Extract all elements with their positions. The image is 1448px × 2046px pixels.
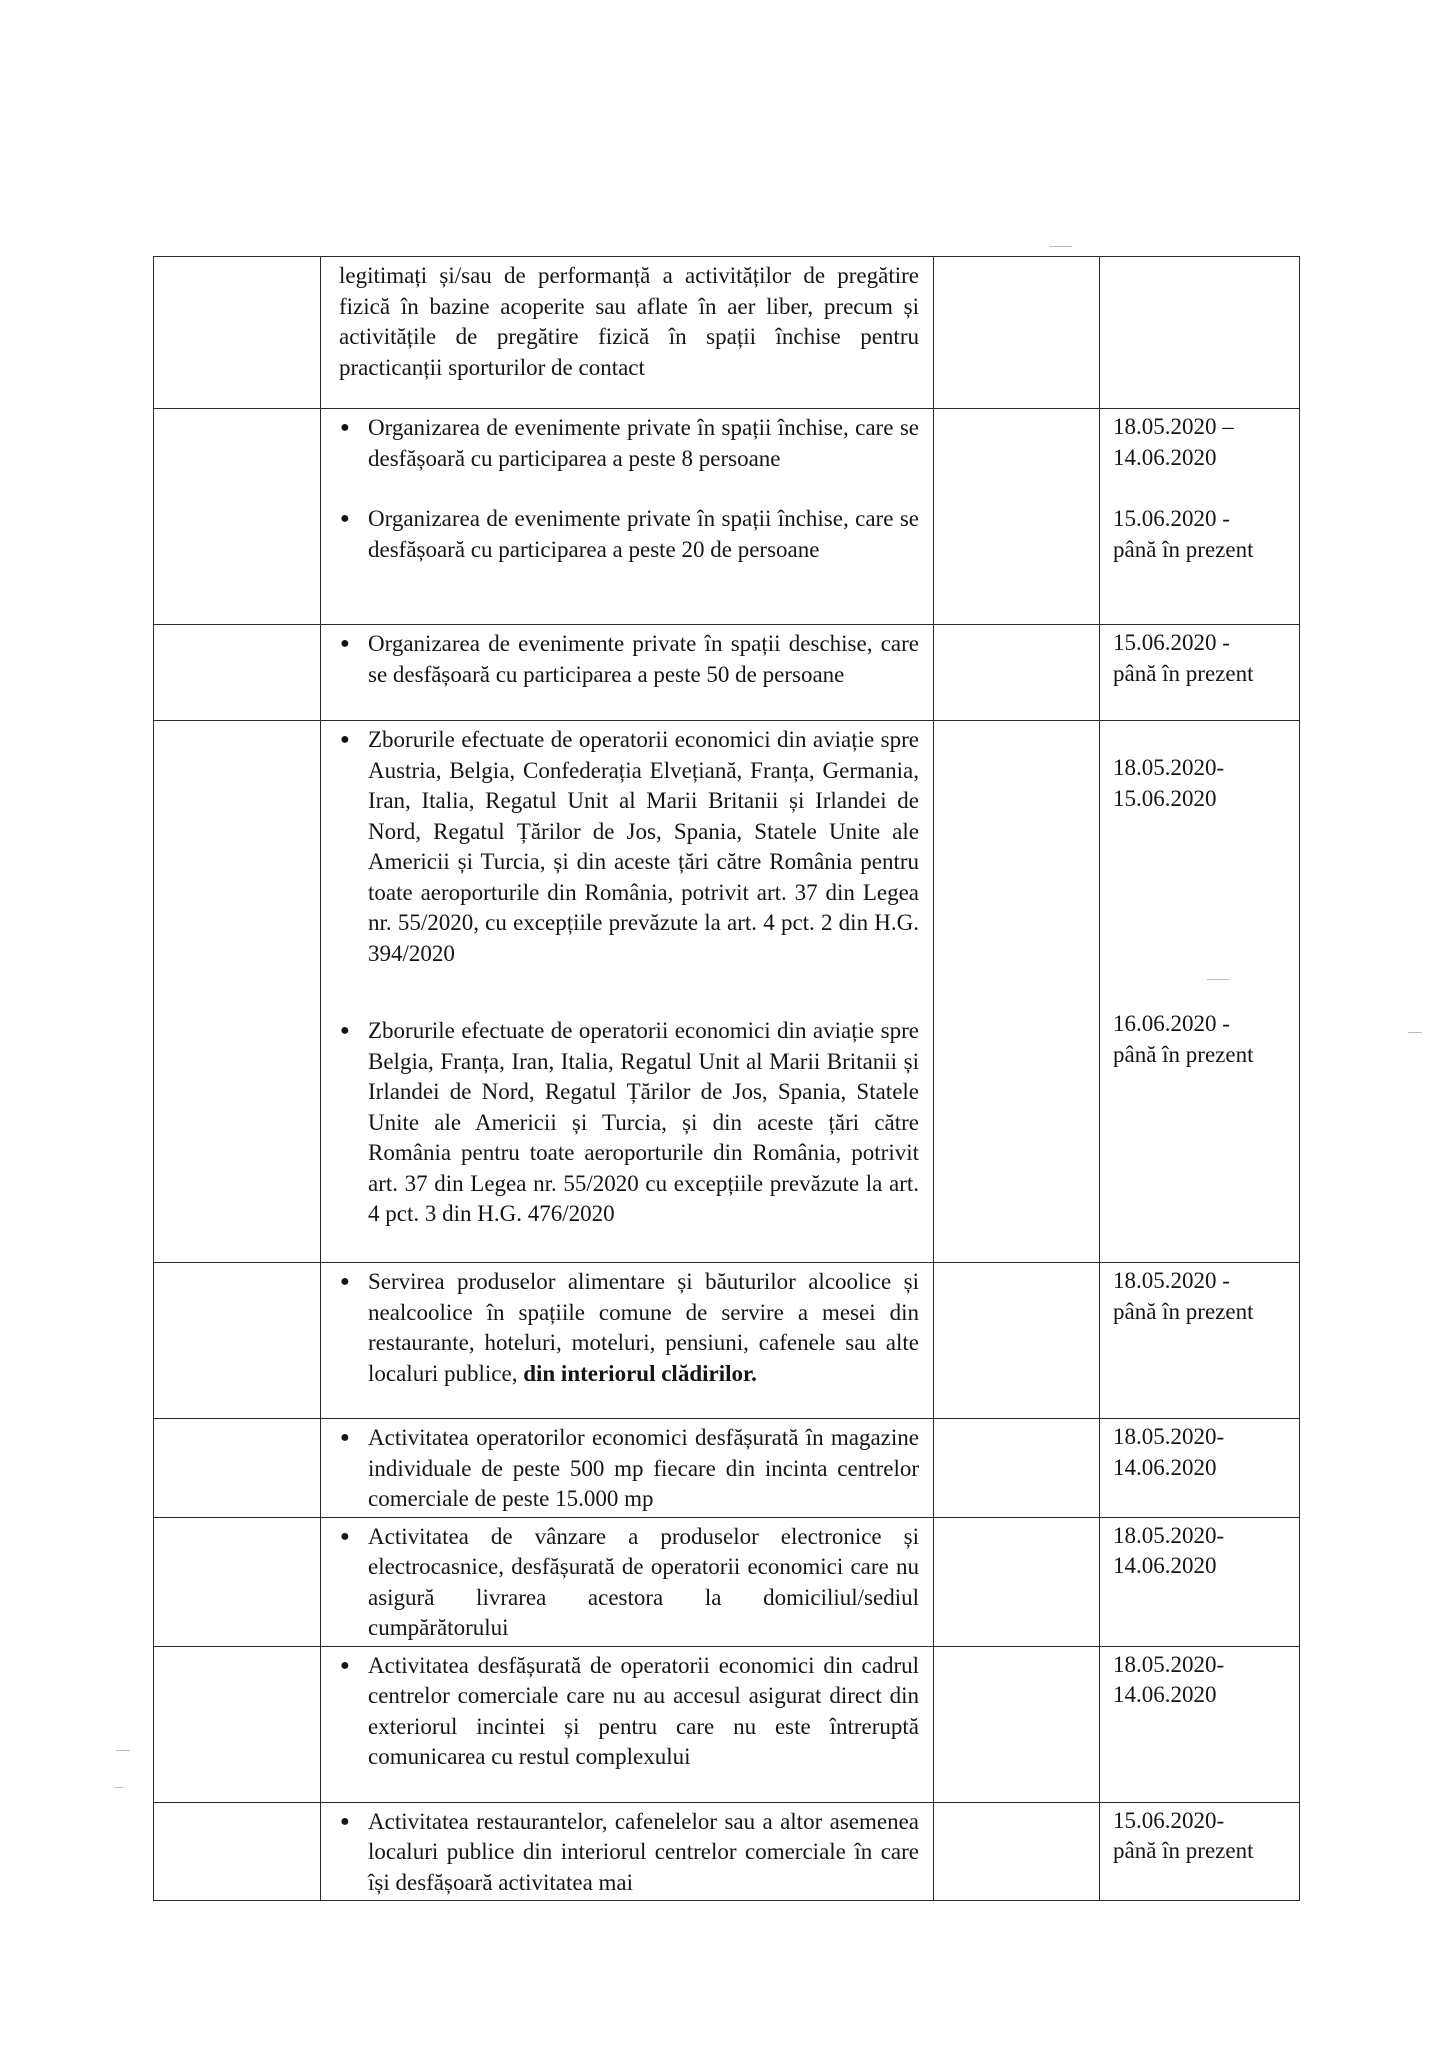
- bullet-icon: ●: [340, 1656, 350, 1674]
- scan-speck: [115, 1787, 123, 1788]
- period-end: până în prezent: [1113, 536, 1254, 562]
- row-number-cell: [154, 1419, 321, 1518]
- period-start: 18.05.2020-: [1113, 1424, 1225, 1449]
- bullet-icon: ●: [340, 1429, 350, 1446]
- list-item: ● Activitatea restaurantelor, cafenelelor sau a altor asemenea localuri publice din interiorul centrelor comerciale în care își desfășoară activitatea mai: [340, 1808, 919, 1895]
- period-end: 14.06.2020: [1113, 1682, 1217, 1707]
- measure-cell: [321, 1646, 934, 1802]
- empty-cell: [934, 1263, 1100, 1419]
- period-end: până în prezent: [1113, 1041, 1254, 1067]
- empty-cell: [934, 1419, 1100, 1518]
- bullet-icon: ●: [340, 1273, 350, 1290]
- period-cell: [1100, 257, 1300, 409]
- row-number-cell: [154, 1263, 321, 1419]
- scan-speck: [1050, 246, 1072, 247]
- measure-cell: [321, 1419, 934, 1518]
- bullet-icon: ●: [340, 510, 350, 527]
- measure-cell: [321, 409, 934, 625]
- period-cell: [1100, 1419, 1300, 1518]
- scan-speck: [1207, 979, 1229, 980]
- period-cell: [1100, 1802, 1300, 1901]
- period-end: 14.06.2020: [1113, 1553, 1217, 1578]
- table-row: [154, 409, 1300, 625]
- measure-cell: [321, 257, 934, 409]
- period-end: 14.06.2020: [1113, 1454, 1217, 1480]
- list-item: ● Servirea produselor alimentare și băuturilor alcoolice și nealcoolice în spațiile comune de servire a mesei din restaurante, hoteluri, moteluri, pensiuni, cafenele sau alte localuri publice, din interiorul clădirilor.: [340, 1269, 919, 1386]
- row-number-cell: [154, 1802, 321, 1901]
- period-start: 18.05.2020 -: [1113, 1268, 1230, 1293]
- row-number-cell: [154, 409, 321, 625]
- bullet-icon: ●: [340, 1527, 350, 1545]
- list-item: ● Organizarea de evenimente private în spații închise, care se desfășoară cu participarea a peste 8 persoane: [340, 415, 919, 471]
- empty-cell: [934, 409, 1100, 625]
- row-number-cell: [154, 625, 321, 721]
- period-start: 15.06.2020 -: [1113, 630, 1230, 655]
- empty-cell: [934, 625, 1100, 721]
- period-cell: [1100, 1517, 1300, 1646]
- table-row: [154, 257, 1300, 409]
- period-end: 15.06.2020: [1113, 785, 1217, 811]
- empty-cell: [934, 1517, 1100, 1646]
- bullet-icon: ●: [340, 635, 350, 652]
- period-start: 15.06.2020-: [1113, 1807, 1225, 1833]
- scan-speck: [116, 1750, 130, 1751]
- list-item: ● Zborurile efectuate de operatorii economici din aviație spre Austria, Belgia, Confederația Elvețiană, Franța, Germania, Iran, Italia, Regatul Unit al Marii Britanii și Irlandei de Nord, Regatul Țărilor de Jos, Spania, Statele Unite ale Americii și Turcia, și din aceste țări către România pentru toate aeroporturile din România, potrivit art. 37 din Legea nr. 55/2020, cu excepțiile prevăzute la art. 4 pct. 2 din H.G. 394/2020: [340, 727, 919, 966]
- scan-speck: [1408, 1032, 1422, 1033]
- period-end: 14.06.2020: [1113, 444, 1217, 470]
- bullet-icon: ●: [340, 731, 350, 748]
- bullet-icon: ●: [340, 1812, 350, 1830]
- bullet-icon: ●: [340, 419, 350, 436]
- list-item: ● Organizarea de evenimente private în spații închise, care se desfășoară cu participarea a peste 20 de persoane: [340, 506, 919, 562]
- measure-cell: [321, 1517, 934, 1646]
- row-number-cell: [154, 1646, 321, 1802]
- period-end: până în prezent: [1113, 1838, 1254, 1863]
- list-item: ● Organizarea de evenimente private în spații deschise, care se desfășoară cu participarea a peste 50 de persoane: [340, 631, 919, 687]
- measure-text: legitimați și/sau de performanță a activităților de pregătire fizică în bazine acoperite sau aflate în aer liber, precum și activitățile de pregătire fizică în spații închise pentru practicanții sporturilor de contact: [339, 263, 919, 380]
- period-cell: [1100, 721, 1300, 1263]
- table-row: [154, 1263, 1300, 1419]
- period-end: până în prezent: [1113, 1298, 1254, 1324]
- list-item: ● Activitatea desfășurată de operatorii economici din cadrul centrelor comerciale care nu au accesul asigurat direct din exteriorul incintei și pentru care nu este întreruptă comunicarea cu restul complexului: [340, 1652, 919, 1769]
- period-cell: [1100, 625, 1300, 721]
- list-item: ● Zborurile efectuate de operatorii economici din aviație spre Belgia, Franța, Iran, Italia, Regatul Unit al Marii Britanii și Irlandei de Nord, Regatul Țărilor de Jos, Spania, Statele Unite ale Americii și Turcia, și din aceste țări către România pentru toate aeroporturile din România, potrivit art. 37 din Legea nr. 55/2020 cu excepțiile prevăzute la art. 4 pct. 3 din H.G. 476/2020: [340, 1018, 919, 1226]
- period-start: 18.05.2020 –: [1113, 414, 1234, 439]
- measure-cell: [321, 721, 934, 1263]
- measure-cell: [321, 1802, 934, 1901]
- period-start: 16.06.2020 -: [1113, 1011, 1230, 1036]
- bullet-icon: ●: [340, 1022, 350, 1039]
- row-number-cell: [154, 257, 321, 409]
- row-number-cell: [154, 721, 321, 1263]
- table-row: [154, 625, 1300, 721]
- table-row: [154, 1419, 1300, 1518]
- row-number-cell: [154, 1517, 321, 1646]
- empty-cell: [934, 257, 1100, 409]
- emphasis-text: din interiorul clădirilor: [523, 1360, 752, 1386]
- empty-cell: [934, 1646, 1100, 1802]
- period-cell: [1100, 1646, 1300, 1802]
- period-cell: [1100, 409, 1300, 625]
- measure-cell: [321, 625, 934, 721]
- period-end: până în prezent: [1113, 660, 1254, 686]
- measure-cell: [321, 1263, 934, 1419]
- period-start: 15.06.2020 -: [1113, 506, 1230, 531]
- list-item: ● Activitatea de vânzare a produselor electronice și electrocasnice, desfășurată de operatorii economici care nu asigură livrarea acestora la domiciliul/sediul cumpărătorului: [340, 1523, 919, 1640]
- empty-cell: [934, 721, 1100, 1263]
- period-start: 18.05.2020-: [1113, 1522, 1225, 1548]
- list-item: ● Activitatea operatorilor economici desfășurată în magazine individuale de peste 500 mp fiecare din incinta centrelor comerciale de peste 15.000 mp: [340, 1425, 919, 1511]
- measures-table: [153, 256, 1300, 1901]
- empty-cell: [934, 1802, 1100, 1901]
- table-row: [154, 1802, 1300, 1901]
- period-cell: [1100, 1263, 1300, 1419]
- table-row: [154, 1646, 1300, 1802]
- period-start: 18.05.2020-: [1113, 755, 1225, 780]
- period-start: 18.05.2020-: [1113, 1651, 1225, 1677]
- table-row: [154, 1517, 1300, 1646]
- table-row: [154, 721, 1300, 1263]
